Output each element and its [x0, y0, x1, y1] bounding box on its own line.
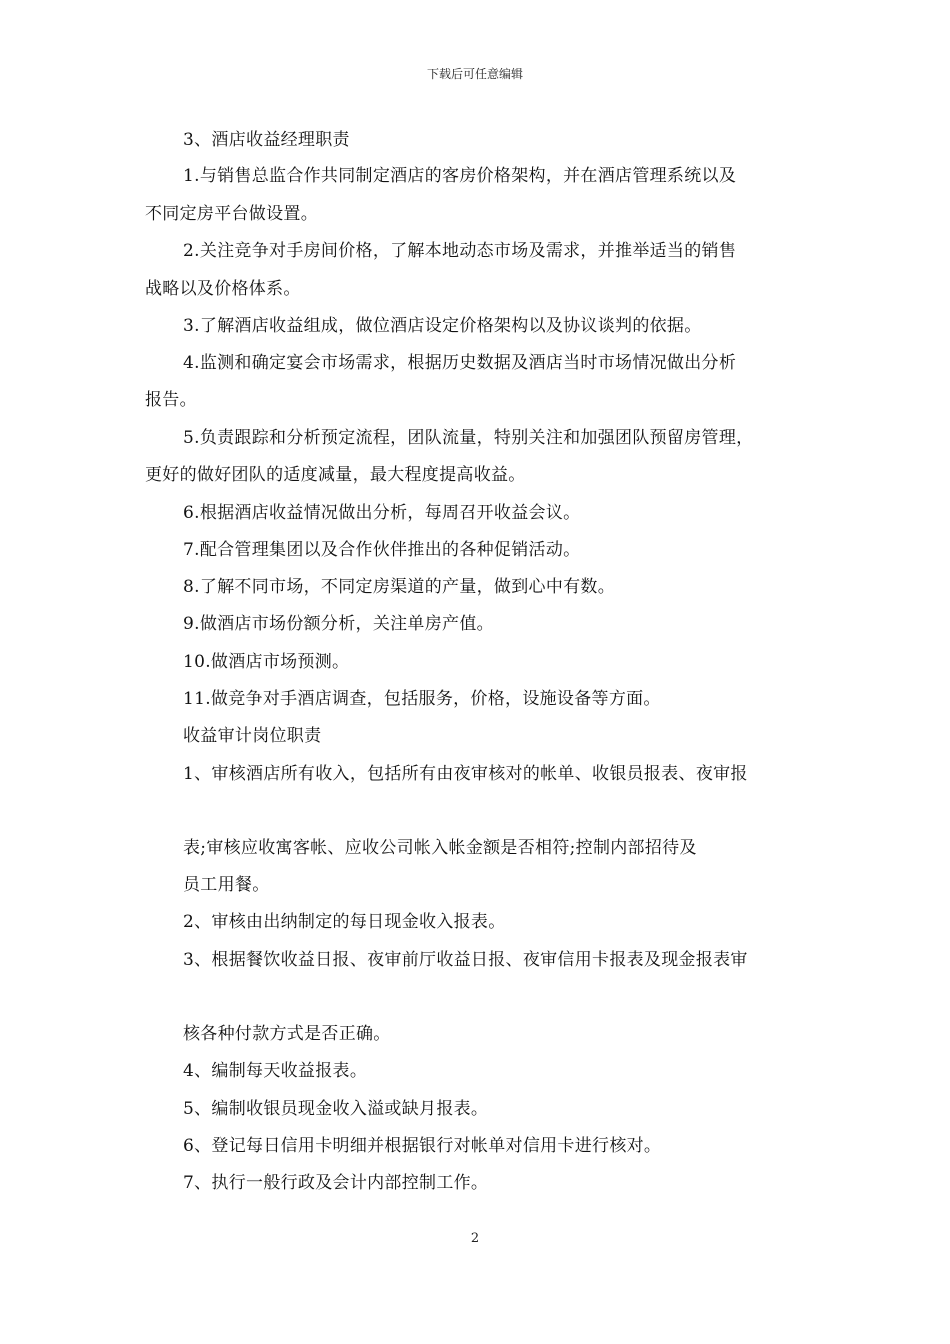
paragraph-line: 2、审核由出纳制定的每日现金收入报表。 [183, 912, 506, 932]
page-number: 2 [470, 1231, 480, 1246]
paragraph-line: 更好的做好团队的适度减量，最大程度提高收益。 [145, 465, 526, 485]
paragraph-line: 5、编制收银员现金收入溢或缺月报表。 [183, 1099, 489, 1119]
paragraph-line: 6.根据酒店收益情况做出分析，每周召开收益会议。 [183, 503, 581, 523]
section-title-revenue-manager: 3、酒店收益经理职责 [183, 130, 350, 150]
section-title-revenue-audit: 收益审计岗位职责 [183, 726, 322, 746]
paragraph-line: 不同定房平台做设置。 [145, 204, 318, 224]
paragraph-line: 10.做酒店市场预测。 [183, 652, 350, 672]
paragraph-line: 表;审核应收寓客帐、应收公司帐入帐金额是否相符;控制内部招待及 [183, 838, 697, 858]
paragraph-line: 员工用餐。 [183, 875, 270, 895]
paragraph-line: 2.关注竞争对手房间价格，了解本地动态市场及需求，并推举适当的销售 [183, 241, 737, 261]
paragraph-line: 9.做酒店市场份额分析，关注单房产值。 [183, 614, 494, 634]
paragraph-line: 8.了解不同市场，不同定房渠道的产量，做到心中有数。 [183, 577, 616, 597]
paragraph-line: 4、编制每天收益报表。 [183, 1061, 368, 1081]
paragraph-line: 报告。 [145, 390, 197, 410]
paragraph-line: 7、执行一般行政及会计内部控制工作。 [183, 1173, 489, 1193]
paragraph-line: 11.做竞争对手酒店调查，包括服务，价格，设施设备等方面。 [183, 689, 661, 709]
paragraph-line: 7.配合管理集团以及合作伙伴推出的各种促销活动。 [183, 540, 581, 560]
page-header: 下载后可任意编辑 [426, 67, 523, 81]
paragraph-line: 4.监测和确定宴会市场需求，根据历史数据及酒店当时市场情况做出分析 [183, 353, 737, 373]
paragraph-line: 5.负责跟踪和分析预定流程，团队流量，特别关注和加强团队预留房管理， [183, 428, 754, 448]
paragraph-line: 6、登记每日信用卡明细并根据银行对帐单对信用卡进行核对。 [183, 1136, 662, 1156]
paragraph-line: 3.了解酒店收益组成，做位酒店设定价格架构以及协议谈判的依据。 [183, 316, 702, 336]
paragraph-line: 核各种付款方式是否正确。 [183, 1024, 391, 1044]
paragraph-line: 1.与销售总监合作共同制定酒店的客房价格架构，并在酒店管理系统以及 [183, 166, 737, 186]
paragraph-line: 战略以及价格体系。 [145, 279, 301, 299]
paragraph-line: 1、审核酒店所有收入，包括所有由夜审核对的帐单、收银员报表、夜审报 [183, 764, 748, 784]
paragraph-line: 3、根据餐饮收益日报、夜审前厅收益日报、夜审信用卡报表及现金报表审 [183, 950, 748, 970]
